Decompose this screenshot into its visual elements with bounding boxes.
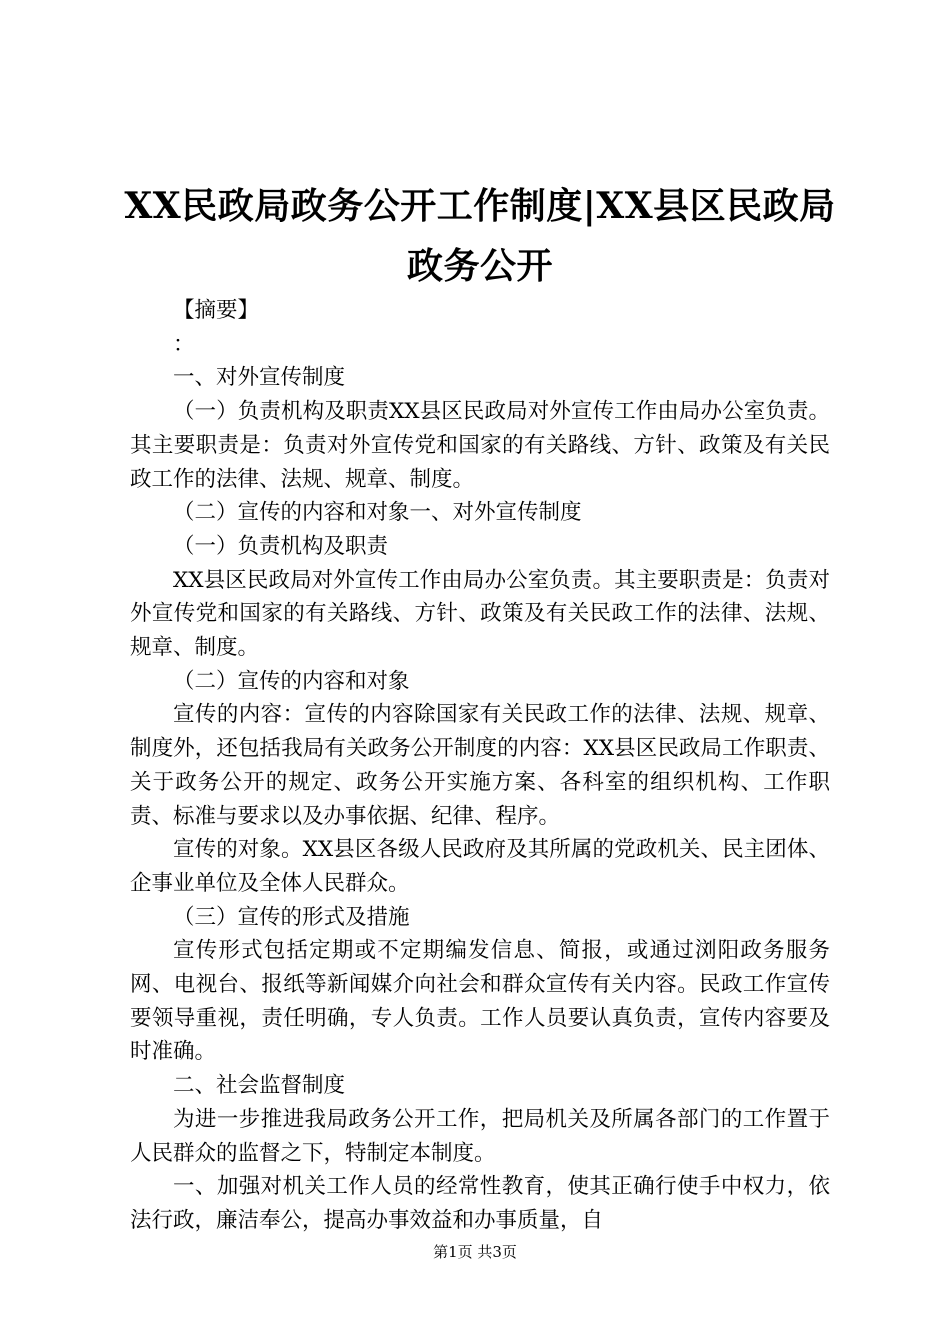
sub-heading: （一）负责机构及职责 [173,533,389,559]
paragraph: 为进一步推进我局政务公开工作，把局机关及所属各部门的工作置于人民群众的监督之下，特制定本制度。 [130,1106,830,1166]
sub-heading: （三）宣传的形式及措施 [173,904,410,930]
paragraph: （一）负责机构及职责XX县区民政局对外宣传工作由局办公室负责。其主要职责是：负责对外宣传党和国家的有关路线、方针、政策及有关民政工作的法律、法规、规章、制度。 [130,399,830,492]
section-heading: 一、对外宣传制度 [173,365,346,391]
paragraph: 一、加强对机关工作人员的经常性教育，使其正确行使手中权力，依法行政，廉洁奉公，提高办事效益和办事质量，自 [130,1174,830,1233]
paragraph: XX县区民政局对外宣传工作由局办公室负责。其主要职责是：负责对外宣传党和国家的有关路线、方针、政策及有关民政工作的法律、法规、规章、制度。 [130,567,830,661]
paragraph: ： [173,331,195,357]
document-title: XX民政局政务公开工作制度|XX县区民政局政务公开 [124,185,836,287]
paragraph: 【摘要】 [173,298,260,323]
paragraph: 宣传的对象。XX县区各级人民政府及其所属的党政机关、民主团体、企事业单位及全体人民群众。 [130,837,830,896]
paragraph: 宣传的内容：宣传的内容除国家有关民政工作的法律、法规、规章、制度外，还包括我局有关政务公开制度的内容：XX县区民政局工作职责、关于政务公开的规定、政务公开实施方案、各科室的组织机构、工作职责、标准与要求以及办事依据、纪律、程序。 [130,702,830,829]
document-body [130,294,830,1238]
paragraph: 宣传形式包括定期或不定期编发信息、简报，或通过浏阳政务服务网、电视台、报纸等新闻媒介向社会和群众宣传有关内容。民政工作宣传要领导重视，责任明确，专人负责。工作人员要认真负责，宣传内容要及时准确。 [130,938,830,1065]
sub-heading: （二）宣传的内容和对象 [173,668,410,694]
page-footer: 第1页 共3页 [433,1243,517,1261]
paragraph: （二）宣传的内容和对象一、对外宣传制度 [173,500,582,526]
section-heading: 二、社会监督制度 [173,1073,346,1099]
